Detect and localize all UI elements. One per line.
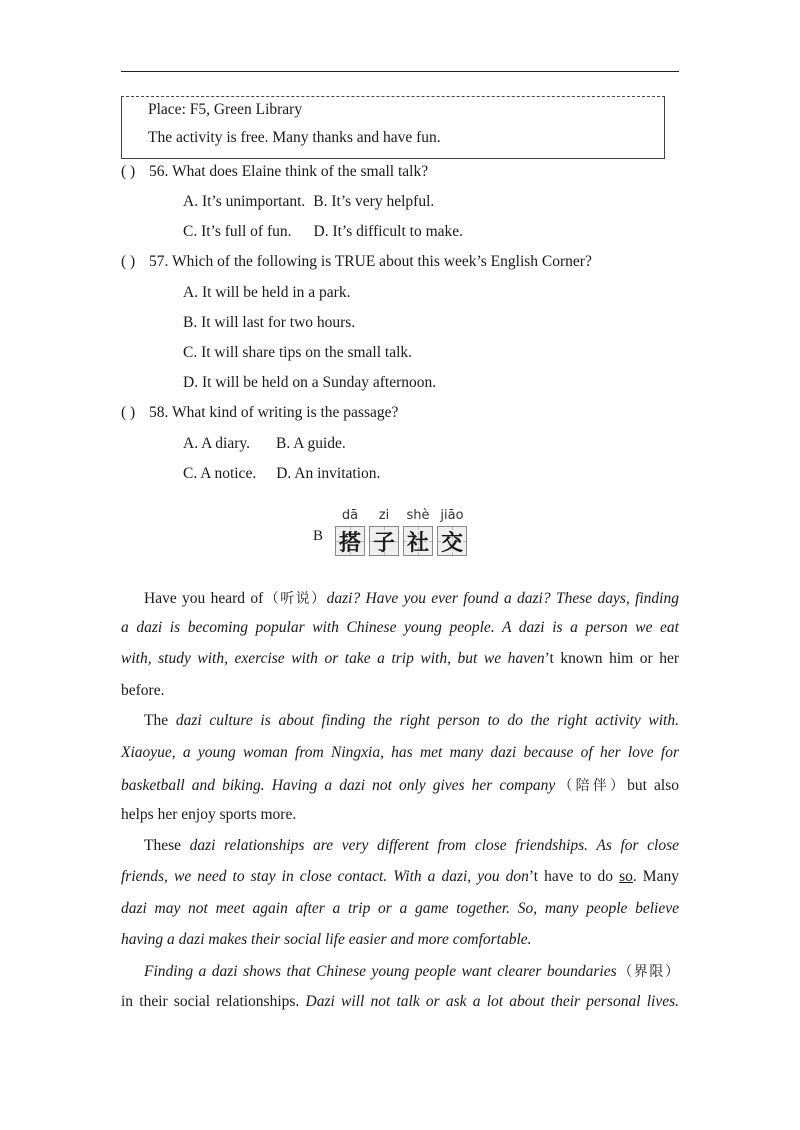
p1-l1-gloss: （听说） <box>263 591 327 607</box>
p3-l1-a: These <box>144 837 190 854</box>
p1-l1-b: dazi? Have you ever found a dazi? These days, finding <box>326 590 679 607</box>
answer-blank-57[interactable]: ( ) <box>121 253 136 270</box>
pinyin-2: zi <box>378 508 390 523</box>
title-char-4 <box>436 506 468 556</box>
passage-p4-line2 <box>121 993 679 1011</box>
option-57-b[interactable]: B. It will last for two hours. <box>183 314 356 331</box>
hanzi-box-4 <box>437 526 467 556</box>
option-56-d[interactable]: D. It’s difficult to make. <box>313 223 464 240</box>
passage-p1-line3 <box>121 650 679 668</box>
hanzi-3: 社 <box>406 530 429 556</box>
passage-p2-line4: helps her enjoy sports more. <box>121 806 297 823</box>
question-58-options-row2 <box>183 465 380 483</box>
p4-l1-gloss: （界限） <box>616 964 679 980</box>
hanzi-1: 搭 <box>338 530 361 556</box>
hanzi-4: 交 <box>440 530 463 556</box>
option-57-a[interactable]: A. It will be held in a park. <box>183 284 351 301</box>
header-rule <box>121 71 679 72</box>
p2-l3-b: but also <box>627 777 679 794</box>
answer-blank-58[interactable]: ( ) <box>121 404 136 421</box>
p2-l3-a: basketball and biking. Having a dazi not only gives her company <box>121 777 556 794</box>
option-56-c[interactable]: C. It’s full of fun. <box>183 223 292 240</box>
option-58-d[interactable]: D. An invitation. <box>276 465 381 482</box>
passage-p1-line2: a dazi is becoming popular with Chinese young people. A dazi is a person we eat <box>121 619 679 636</box>
p4-l1-a: Finding a dazi shows that Chinese young people want clearer boundaries <box>144 963 617 980</box>
passage-p2-line2: Xiaoyue, a young woman from Ningxia, has met many dazi because of her love for <box>121 744 679 761</box>
p3-l2-c: . Many <box>632 868 679 885</box>
passage-p3-line1 <box>144 837 679 855</box>
p2-l1-b: dazi culture is about finding the right person to do the right activity with. <box>175 712 679 729</box>
section-b-label: B <box>313 528 324 544</box>
p1-l3-b: ’t known him or her <box>544 650 679 667</box>
option-58-b[interactable]: B. A guide. <box>276 435 346 452</box>
title-char-1 <box>334 506 366 556</box>
question-57-text: 57. Which of the following is TRUE about this week’s English Corner? <box>149 253 592 270</box>
option-58-a[interactable]: A. A diary. <box>183 435 251 452</box>
title-char-3 <box>402 506 434 556</box>
question-56-options-row1 <box>183 193 434 211</box>
dazi-title <box>334 506 468 556</box>
hanzi-box-2 <box>369 526 399 556</box>
p3-l2-b: ’t have to do <box>528 868 620 885</box>
passage-p3-line3: dazi may not meet again after a trip or a game together. So, many people believe <box>121 900 679 917</box>
hanzi-2: 子 <box>372 530 395 556</box>
passage-p4-line1 <box>144 961 679 981</box>
question-58-text: 58. What kind of writing is the passage? <box>149 404 399 421</box>
passage-p2-line3 <box>121 775 679 795</box>
hanzi-box-3 <box>403 526 433 556</box>
pinyin-1: dā <box>341 508 359 523</box>
hanzi-box-1 <box>335 526 365 556</box>
option-57-d[interactable]: D. It will be held on a Sunday afternoon. <box>183 374 437 391</box>
p1-l1-a: Have you heard of <box>144 590 264 607</box>
p1-l3-a: with, study with, exercise with or take a trip with, but we haven <box>121 650 545 667</box>
answer-blank-56[interactable]: ( ) <box>121 163 136 180</box>
p2-l1-a: The <box>144 712 176 729</box>
p3-l2-so: so <box>619 868 633 885</box>
p4-l2-a: in their social relationships. <box>121 993 306 1010</box>
question-58-options-row1 <box>183 435 346 453</box>
notice-free: The activity is free. Many thanks and have fun. <box>148 129 441 146</box>
pinyin-3: shè <box>406 508 430 523</box>
passage-p1-line1 <box>144 588 679 608</box>
option-57-c[interactable]: C. It will share tips on the small talk. <box>183 344 413 361</box>
passage-p3-line2 <box>121 868 679 886</box>
p3-l1-b: dazi relationships are very different from close friendships. As for close <box>189 837 679 854</box>
passage-p3-line4: having a dazi makes their social life easier and more comfortable. <box>121 931 532 948</box>
question-56-text: 56. What does Elaine think of the small talk? <box>149 163 429 180</box>
p2-l3-gloss: （陪伴） <box>555 778 628 794</box>
question-56-options-row2 <box>183 223 463 241</box>
option-56-a[interactable]: A. It’s unimportant. <box>183 193 306 210</box>
p3-l2-a: friends, we need to stay in close contact. With a dazi, you don <box>121 868 529 885</box>
option-58-c[interactable]: C. A notice. <box>183 465 257 482</box>
p4-l2-b: Dazi will not talk or ask a lot about their personal lives. <box>305 993 679 1010</box>
notice-box <box>121 96 665 159</box>
option-56-b[interactable]: B. It’s very helpful. <box>313 193 435 210</box>
passage-p1-line4: before. <box>121 682 165 699</box>
pinyin-4: jiāo <box>440 508 464 523</box>
notice-place: Place: F5, Green Library <box>148 101 303 118</box>
title-char-2 <box>368 506 400 556</box>
passage-p2-line1 <box>144 712 679 730</box>
